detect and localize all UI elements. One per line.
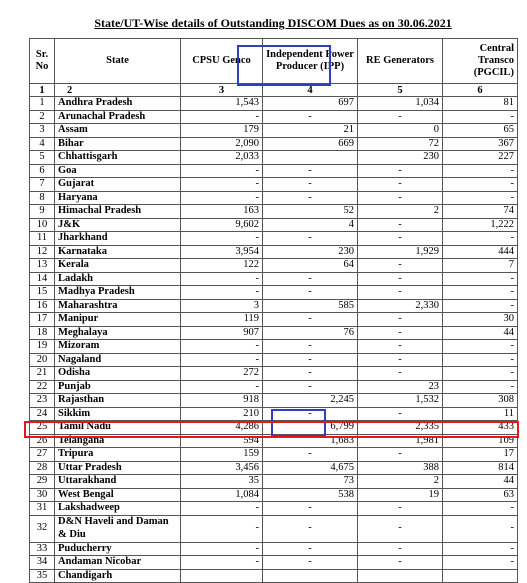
table-row bbox=[30, 326, 518, 340]
row-re: - bbox=[358, 448, 443, 462]
row-ipp bbox=[263, 151, 358, 165]
table-row bbox=[30, 191, 518, 205]
row-state: Meghalaya bbox=[55, 326, 181, 340]
header-ct: Central Transco (PGCIL) bbox=[443, 39, 518, 84]
row-cpsu: 3 bbox=[181, 299, 263, 313]
row-re: - bbox=[358, 178, 443, 192]
index-cell: 1 bbox=[30, 84, 55, 97]
row-srno: 4 bbox=[30, 137, 55, 151]
row-cpsu: 3,456 bbox=[181, 461, 263, 475]
row-cpsu: - bbox=[181, 380, 263, 394]
row-re: - bbox=[358, 353, 443, 367]
row-srno: 18 bbox=[30, 326, 55, 340]
row-cpsu: - bbox=[181, 556, 263, 570]
index-cell: 3 bbox=[181, 84, 263, 97]
row-re: - bbox=[358, 110, 443, 124]
row-cpsu: 210 bbox=[181, 407, 263, 421]
row-cpsu: 179 bbox=[181, 124, 263, 138]
table-row bbox=[30, 569, 518, 583]
row-cpsu: - bbox=[181, 110, 263, 124]
row-ct: - bbox=[443, 502, 518, 516]
table-row bbox=[30, 124, 518, 138]
table-row bbox=[30, 299, 518, 313]
row-srno: 34 bbox=[30, 556, 55, 570]
row-cpsu: - bbox=[181, 232, 263, 246]
row-state: Uttarakhand bbox=[55, 475, 181, 489]
row-cpsu: 1,084 bbox=[181, 488, 263, 502]
row-srno: 21 bbox=[30, 367, 55, 381]
row-re bbox=[358, 569, 443, 583]
row-ipp: - bbox=[263, 340, 358, 354]
row-re: - bbox=[358, 259, 443, 273]
row-ct: - bbox=[443, 340, 518, 354]
row-ipp: - bbox=[263, 353, 358, 367]
row-state: Nagaland bbox=[55, 353, 181, 367]
row-re: - bbox=[358, 191, 443, 205]
row-ipp: 52 bbox=[263, 205, 358, 219]
row-state: Assam bbox=[55, 124, 181, 138]
index-row bbox=[30, 84, 518, 97]
row-srno: 15 bbox=[30, 286, 55, 300]
row-srno: 23 bbox=[30, 394, 55, 408]
row-state: Sikkim bbox=[55, 407, 181, 421]
row-srno: 25 bbox=[30, 421, 55, 435]
row-state: Karnataka bbox=[55, 245, 181, 259]
row-ipp: 2,245 bbox=[263, 394, 358, 408]
row-ct: 81 bbox=[443, 97, 518, 111]
row-srno: 31 bbox=[30, 502, 55, 516]
row-ipp: 538 bbox=[263, 488, 358, 502]
table-row bbox=[30, 542, 518, 556]
row-state: Odisha bbox=[55, 367, 181, 381]
row-ipp: - bbox=[263, 556, 358, 570]
row-state: Chhattisgarh bbox=[55, 151, 181, 165]
table-row bbox=[30, 110, 518, 124]
table-row bbox=[30, 488, 518, 502]
table-row bbox=[30, 218, 518, 232]
row-srno: 19 bbox=[30, 340, 55, 354]
row-srno: 13 bbox=[30, 259, 55, 273]
table-row bbox=[30, 272, 518, 286]
row-cpsu: 159 bbox=[181, 448, 263, 462]
row-cpsu: 907 bbox=[181, 326, 263, 340]
row-re: 230 bbox=[358, 151, 443, 165]
row-cpsu: - bbox=[181, 191, 263, 205]
row-ipp: - bbox=[263, 367, 358, 381]
row-re: 1,034 bbox=[358, 97, 443, 111]
row-cpsu: 3,954 bbox=[181, 245, 263, 259]
table-row bbox=[30, 556, 518, 570]
row-re: - bbox=[358, 556, 443, 570]
row-ct bbox=[443, 569, 518, 583]
row-srno: 22 bbox=[30, 380, 55, 394]
row-state: Puducherry bbox=[55, 542, 181, 556]
table-row bbox=[30, 353, 518, 367]
row-srno: 6 bbox=[30, 164, 55, 178]
row-re: - bbox=[358, 542, 443, 556]
row-state: Rajasthan bbox=[55, 394, 181, 408]
row-ipp: 230 bbox=[263, 245, 358, 259]
row-ct: 11 bbox=[443, 407, 518, 421]
row-cpsu: - bbox=[181, 515, 263, 542]
row-ct: 65 bbox=[443, 124, 518, 138]
row-cpsu: - bbox=[181, 353, 263, 367]
row-cpsu: - bbox=[181, 340, 263, 354]
table-row bbox=[30, 232, 518, 246]
row-cpsu: 272 bbox=[181, 367, 263, 381]
row-srno: 24 bbox=[30, 407, 55, 421]
row-srno: 35 bbox=[30, 569, 55, 583]
row-ct: 44 bbox=[443, 326, 518, 340]
row-ipp: - bbox=[263, 286, 358, 300]
page-title: State/UT-Wise details of Outstanding DISCOM Dues as on 30.06.2021 bbox=[94, 16, 452, 30]
row-ct: 367 bbox=[443, 137, 518, 151]
table-row bbox=[30, 407, 518, 421]
row-state: Gujarat bbox=[55, 178, 181, 192]
index-cell: 2 bbox=[55, 84, 181, 97]
row-cpsu: 4,286 bbox=[181, 421, 263, 435]
row-ct: - bbox=[443, 272, 518, 286]
row-ct: 227 bbox=[443, 151, 518, 165]
index-cell: 6 bbox=[443, 84, 518, 97]
row-re: - bbox=[358, 232, 443, 246]
row-re: - bbox=[358, 313, 443, 327]
row-ipp: 6,799 bbox=[263, 421, 358, 435]
row-ct: 1,222 bbox=[443, 218, 518, 232]
row-ipp: - bbox=[263, 502, 358, 516]
row-state: West Bengal bbox=[55, 488, 181, 502]
row-re: - bbox=[358, 340, 443, 354]
table-row bbox=[30, 205, 518, 219]
row-state: Himachal Pradesh bbox=[55, 205, 181, 219]
row-srno: 1 bbox=[30, 97, 55, 111]
row-srno: 8 bbox=[30, 191, 55, 205]
header-ipp: Independent Power Producer (IPP) bbox=[263, 39, 358, 84]
row-cpsu: - bbox=[181, 502, 263, 516]
row-cpsu: 2,090 bbox=[181, 137, 263, 151]
row-re: - bbox=[358, 272, 443, 286]
table-row bbox=[30, 434, 518, 448]
row-re: - bbox=[358, 326, 443, 340]
row-re: 1,532 bbox=[358, 394, 443, 408]
row-ipp: 21 bbox=[263, 124, 358, 138]
table-row bbox=[30, 259, 518, 273]
row-srno: 16 bbox=[30, 299, 55, 313]
row-ct: - bbox=[443, 286, 518, 300]
row-srno: 7 bbox=[30, 178, 55, 192]
row-state: Mizoram bbox=[55, 340, 181, 354]
row-ct: 7 bbox=[443, 259, 518, 273]
row-re: 388 bbox=[358, 461, 443, 475]
row-ipp: - bbox=[263, 515, 358, 542]
row-ct: - bbox=[443, 367, 518, 381]
row-ipp: - bbox=[263, 380, 358, 394]
table-row bbox=[30, 394, 518, 408]
row-re: - bbox=[358, 515, 443, 542]
header-row bbox=[30, 39, 518, 84]
table-row bbox=[30, 515, 518, 542]
row-srno: 9 bbox=[30, 205, 55, 219]
row-state: Manipur bbox=[55, 313, 181, 327]
index-cell: 4 bbox=[263, 84, 358, 97]
table-row bbox=[30, 340, 518, 354]
row-re: 1,929 bbox=[358, 245, 443, 259]
row-re: - bbox=[358, 164, 443, 178]
row-state: Andhra Pradesh bbox=[55, 97, 181, 111]
row-ipp: - bbox=[263, 164, 358, 178]
row-ipp: 669 bbox=[263, 137, 358, 151]
row-ipp bbox=[263, 569, 358, 583]
row-ipp: - bbox=[263, 178, 358, 192]
row-ipp: - bbox=[263, 272, 358, 286]
row-ipp: 4 bbox=[263, 218, 358, 232]
row-ipp: 73 bbox=[263, 475, 358, 489]
row-cpsu: 119 bbox=[181, 313, 263, 327]
row-srno: 3 bbox=[30, 124, 55, 138]
row-ct: - bbox=[443, 515, 518, 542]
table-row bbox=[30, 421, 518, 435]
table-row bbox=[30, 313, 518, 327]
table-row bbox=[30, 245, 518, 259]
table-row bbox=[30, 286, 518, 300]
table-body bbox=[30, 97, 518, 583]
row-cpsu: - bbox=[181, 542, 263, 556]
table-row bbox=[30, 502, 518, 516]
table-row bbox=[30, 137, 518, 151]
row-ct: - bbox=[443, 353, 518, 367]
row-state: Kerala bbox=[55, 259, 181, 273]
row-srno: 11 bbox=[30, 232, 55, 246]
row-state: Arunachal Pradesh bbox=[55, 110, 181, 124]
table-row bbox=[30, 475, 518, 489]
row-srno: 30 bbox=[30, 488, 55, 502]
row-ct: 308 bbox=[443, 394, 518, 408]
table-row bbox=[30, 448, 518, 462]
row-ipp: 76 bbox=[263, 326, 358, 340]
row-state: Madhya Pradesh bbox=[55, 286, 181, 300]
row-re: - bbox=[358, 286, 443, 300]
row-cpsu: 2,033 bbox=[181, 151, 263, 165]
row-state: Ladakh bbox=[55, 272, 181, 286]
row-srno: 20 bbox=[30, 353, 55, 367]
row-re: 0 bbox=[358, 124, 443, 138]
row-re: 2 bbox=[358, 205, 443, 219]
row-ct: - bbox=[443, 556, 518, 570]
row-ipp: - bbox=[263, 542, 358, 556]
row-cpsu: 35 bbox=[181, 475, 263, 489]
row-srno: 29 bbox=[30, 475, 55, 489]
row-ct: 74 bbox=[443, 205, 518, 219]
row-re: 2,330 bbox=[358, 299, 443, 313]
header-cpsu: CPSU Genco bbox=[181, 39, 263, 84]
row-re: - bbox=[358, 407, 443, 421]
row-ct: 444 bbox=[443, 245, 518, 259]
row-ct: 109 bbox=[443, 434, 518, 448]
row-state: Lakshadweep bbox=[55, 502, 181, 516]
row-cpsu bbox=[181, 569, 263, 583]
table-row bbox=[30, 164, 518, 178]
row-ipp: - bbox=[263, 407, 358, 421]
row-srno: 27 bbox=[30, 448, 55, 462]
row-ipp: - bbox=[263, 191, 358, 205]
row-cpsu: 9,602 bbox=[181, 218, 263, 232]
table-row bbox=[30, 178, 518, 192]
row-srno: 32 bbox=[30, 515, 55, 542]
row-re: 2 bbox=[358, 475, 443, 489]
row-srno: 33 bbox=[30, 542, 55, 556]
table-row bbox=[30, 461, 518, 475]
row-state: J&K bbox=[55, 218, 181, 232]
row-srno: 28 bbox=[30, 461, 55, 475]
row-state: Tamil Nadu bbox=[55, 421, 181, 435]
row-cpsu: 918 bbox=[181, 394, 263, 408]
row-ct: 814 bbox=[443, 461, 518, 475]
row-re: - bbox=[358, 367, 443, 381]
row-re: - bbox=[358, 502, 443, 516]
row-cpsu: 594 bbox=[181, 434, 263, 448]
row-state: D&N Haveli and Daman & Diu bbox=[55, 515, 181, 542]
table-row bbox=[30, 380, 518, 394]
header-state: State bbox=[55, 39, 181, 84]
row-state: Chandigarh bbox=[55, 569, 181, 583]
row-ct: - bbox=[443, 542, 518, 556]
row-ipp: 1,683 bbox=[263, 434, 358, 448]
row-ipp: 697 bbox=[263, 97, 358, 111]
row-srno: 12 bbox=[30, 245, 55, 259]
row-cpsu: 163 bbox=[181, 205, 263, 219]
row-ipp: 585 bbox=[263, 299, 358, 313]
row-srno: 10 bbox=[30, 218, 55, 232]
row-re: 72 bbox=[358, 137, 443, 151]
row-ct: 44 bbox=[443, 475, 518, 489]
row-state: Tripura bbox=[55, 448, 181, 462]
row-ipp: - bbox=[263, 448, 358, 462]
row-ct: 433 bbox=[443, 421, 518, 435]
row-state: Telangana bbox=[55, 434, 181, 448]
row-re: - bbox=[358, 218, 443, 232]
row-state: Goa bbox=[55, 164, 181, 178]
row-re: 23 bbox=[358, 380, 443, 394]
row-state: Andaman Nicobar bbox=[55, 556, 181, 570]
row-cpsu: - bbox=[181, 164, 263, 178]
row-srno: 26 bbox=[30, 434, 55, 448]
row-ct: - bbox=[443, 164, 518, 178]
table-row bbox=[30, 367, 518, 381]
row-ct: - bbox=[443, 299, 518, 313]
row-state: Bihar bbox=[55, 137, 181, 151]
row-ct: - bbox=[443, 380, 518, 394]
row-srno: 17 bbox=[30, 313, 55, 327]
row-ct: 17 bbox=[443, 448, 518, 462]
dues-table bbox=[29, 38, 518, 583]
row-ipp: - bbox=[263, 232, 358, 246]
row-state: Jharkhand bbox=[55, 232, 181, 246]
row-ipp: 64 bbox=[263, 259, 358, 273]
index-cell: 5 bbox=[358, 84, 443, 97]
row-ct: 30 bbox=[443, 313, 518, 327]
row-ipp: 4,675 bbox=[263, 461, 358, 475]
row-ct: - bbox=[443, 178, 518, 192]
row-ct: 63 bbox=[443, 488, 518, 502]
row-re: 1,981 bbox=[358, 434, 443, 448]
row-ipp: - bbox=[263, 313, 358, 327]
row-cpsu: 1,543 bbox=[181, 97, 263, 111]
row-state: Haryana bbox=[55, 191, 181, 205]
row-srno: 2 bbox=[30, 110, 55, 124]
row-re: 19 bbox=[358, 488, 443, 502]
row-ct: - bbox=[443, 232, 518, 246]
row-ct: - bbox=[443, 191, 518, 205]
row-ipp: - bbox=[263, 110, 358, 124]
row-cpsu: - bbox=[181, 178, 263, 192]
row-state: Maharashtra bbox=[55, 299, 181, 313]
table-row bbox=[30, 97, 518, 111]
row-ct: - bbox=[443, 110, 518, 124]
row-cpsu: - bbox=[181, 272, 263, 286]
row-state: Punjab bbox=[55, 380, 181, 394]
header-srno: Sr. No bbox=[30, 39, 55, 84]
row-srno: 14 bbox=[30, 272, 55, 286]
row-cpsu: - bbox=[181, 286, 263, 300]
row-srno: 5 bbox=[30, 151, 55, 165]
row-cpsu: 122 bbox=[181, 259, 263, 273]
row-re: 2,335 bbox=[358, 421, 443, 435]
table-row bbox=[30, 151, 518, 165]
header-re: RE Generators bbox=[358, 39, 443, 84]
row-state: Uttar Pradesh bbox=[55, 461, 181, 475]
